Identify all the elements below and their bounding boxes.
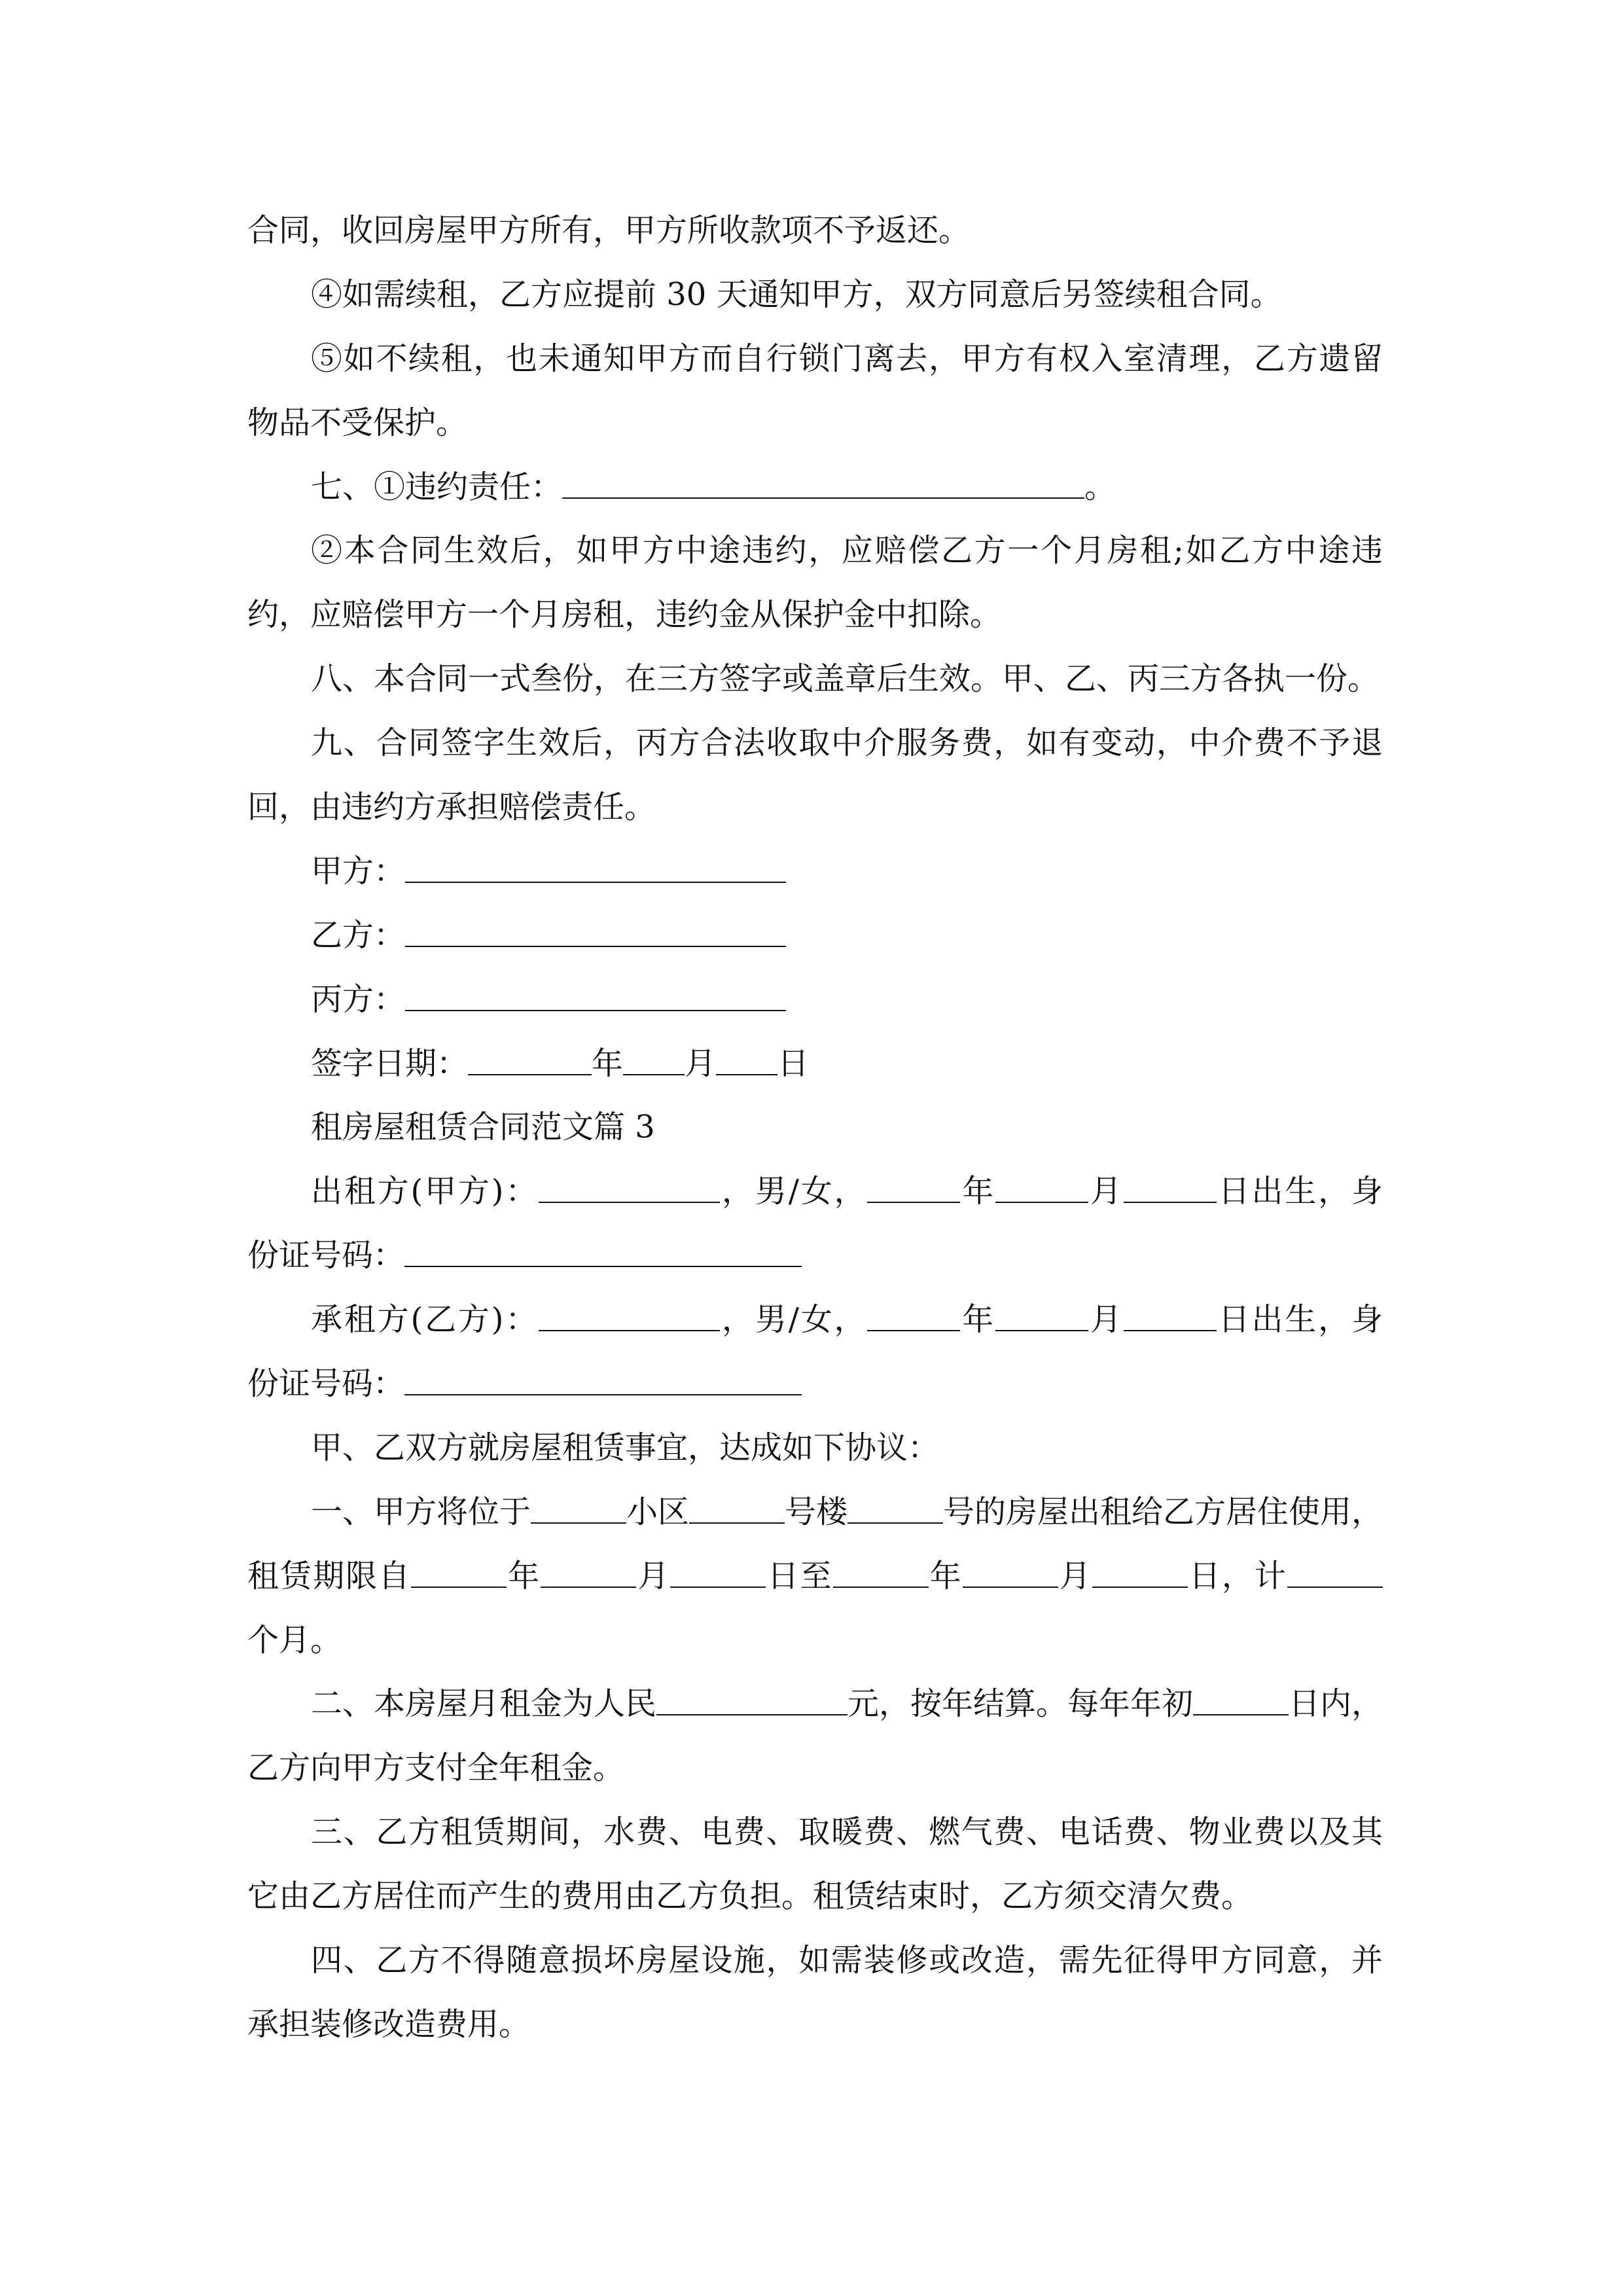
text: 约，应赔偿甲方一个月房租，违约金从保护金中扣除。: [247, 596, 1002, 634]
months-total-field[interactable]: [1287, 1545, 1383, 1588]
signature-party-a: [247, 840, 1383, 904]
text: 它由乙方居住而产生的费用由乙方负担。租赁结束时，乙方须交清欠费。: [247, 1878, 1253, 1915]
lessor-name-field[interactable]: [539, 1160, 720, 1203]
lessor-id: [247, 1224, 1383, 1288]
text: 年: [507, 1557, 541, 1594]
text: 日出生，身: [1216, 1301, 1383, 1338]
year-field[interactable]: [468, 1032, 592, 1075]
text: ，男/女，: [720, 1173, 868, 1210]
lessee-name-field[interactable]: [539, 1288, 720, 1331]
text: 回，由违约方承担赔偿责任。: [247, 789, 656, 826]
text: 月: [636, 1557, 671, 1594]
text: 月: [1088, 1173, 1124, 1210]
text: 七、①违约责任：: [311, 468, 563, 505]
text: 年: [960, 1301, 996, 1338]
birth-month-field[interactable]: [995, 1160, 1088, 1203]
day-field[interactable]: [716, 1032, 777, 1075]
text: 月: [1088, 1301, 1124, 1338]
text: 物品不受保护。: [247, 404, 468, 441]
text: 年: [592, 1045, 624, 1082]
payment-days-field[interactable]: [1193, 1672, 1289, 1715]
paragraph-line: [247, 1736, 1383, 1801]
month-field[interactable]: [623, 1032, 685, 1075]
monthly-rent-field[interactable]: [656, 1672, 847, 1715]
paragraph-line: [247, 1609, 1383, 1673]
text: 出租方(甲方)：: [311, 1173, 539, 1210]
clause-agency-fee: [247, 711, 1383, 776]
paragraph-line: [247, 199, 1383, 263]
paragraph-line: [247, 1993, 1383, 2057]
text: ④如需续租，乙方应提前 30 天通知甲方，双方同意后另签续租合同。: [311, 276, 1282, 313]
birth-day-field[interactable]: [1124, 1288, 1217, 1331]
breach-blank-field[interactable]: [562, 456, 1084, 499]
clause-penalty: [247, 519, 1383, 583]
text: 日出生，身: [1216, 1173, 1383, 1210]
text: ，男/女，: [720, 1301, 868, 1338]
text: 年: [960, 1173, 996, 1210]
text: 号的房屋出租给乙方居住使用，: [943, 1493, 1383, 1530]
clause-1-term: [247, 1545, 1383, 1609]
building-field[interactable]: [689, 1480, 785, 1524]
party-b-signature-field[interactable]: [405, 904, 786, 947]
text: 承担装修改造费用。: [247, 2005, 531, 2043]
text: 小区: [626, 1493, 690, 1530]
clause-renewal: [247, 263, 1383, 327]
party-a-signature-field[interactable]: [405, 840, 786, 883]
start-day-field[interactable]: [670, 1545, 766, 1588]
label: 乙方：: [311, 916, 406, 954]
lessor-id-field[interactable]: [404, 1224, 802, 1267]
agreement-intro: [247, 1416, 1383, 1480]
birth-year-field[interactable]: [867, 1288, 960, 1331]
label: 甲方：: [311, 852, 406, 889]
paragraph-line: [247, 1865, 1383, 1929]
community-field[interactable]: [531, 1480, 626, 1524]
text: 四、乙方不得随意损坏房屋设施，如需装修或改造，需先征得甲方同意，并: [311, 1942, 1383, 1979]
text: ⑤如不续租，也未通知甲方而自行锁门离去，甲方有权入室清理，乙方遗留: [311, 340, 1383, 377]
clause-no-renewal: [247, 327, 1383, 391]
clause-3-fees: [247, 1801, 1383, 1865]
text: 日，计: [1187, 1557, 1287, 1594]
lessee-id-field[interactable]: [404, 1352, 802, 1395]
text: ②本合同生效后，如甲方中途违约，应赔偿乙方一个月房租;如乙方中途违: [311, 532, 1383, 569]
text: 租赁期限自: [247, 1557, 412, 1594]
text: 合同，收回房屋甲方所有，甲方所收款项不予返还。: [247, 212, 971, 249]
end-month-field[interactable]: [963, 1545, 1058, 1588]
label: 份证号码：: [247, 1237, 405, 1274]
text: 八、本合同一式叁份，在三方签字或盖章后生效。甲、乙、丙三方各执一份。: [311, 660, 1380, 698]
end-year-field[interactable]: [833, 1545, 929, 1588]
text: 甲、乙双方就房屋租赁事宜，达成如下协议：: [311, 1429, 940, 1466]
label: 份证号码：: [247, 1365, 405, 1403]
birth-month-field[interactable]: [995, 1288, 1088, 1331]
text: 年: [928, 1557, 963, 1594]
text: 。: [1084, 468, 1116, 505]
text: 日内，: [1289, 1685, 1383, 1723]
unit-field[interactable]: [847, 1480, 943, 1524]
text: 二、本房屋月租金为人民: [311, 1685, 657, 1723]
lessee-id: [247, 1352, 1383, 1416]
clause-4-facilities: [247, 1929, 1383, 1993]
contract-document: [247, 199, 1383, 2057]
paragraph-line: [247, 391, 1383, 456]
text: 九、合同签字生效后，丙方合法收取中介服务费，如有变动，中介费不予退: [311, 725, 1383, 762]
clause-copies: [247, 647, 1383, 711]
text: 日: [777, 1045, 810, 1082]
text: 日至: [766, 1557, 833, 1594]
end-day-field[interactable]: [1092, 1545, 1188, 1588]
signature-party-b: [247, 904, 1383, 968]
text: 月: [685, 1045, 717, 1082]
text: 元，按年结算。每年年初: [847, 1685, 1194, 1723]
birth-year-field[interactable]: [867, 1160, 960, 1203]
clause-1-location: [247, 1480, 1383, 1545]
lessee-info: [247, 1288, 1383, 1352]
birth-day-field[interactable]: [1124, 1160, 1217, 1203]
paragraph-line: [247, 776, 1383, 840]
signing-date: [247, 1032, 1383, 1096]
party-c-signature-field[interactable]: [405, 968, 786, 1011]
section-heading: [247, 1096, 1383, 1160]
text: 月: [1058, 1557, 1092, 1594]
clause-2-rent: [247, 1672, 1383, 1736]
text: 乙方向甲方支付全年租金。: [247, 1749, 625, 1787]
clause-breach: [247, 456, 1383, 520]
start-month-field[interactable]: [541, 1545, 636, 1588]
start-year-field[interactable]: [411, 1545, 507, 1588]
text: 承租方(乙方)：: [311, 1301, 539, 1338]
label: 丙方：: [311, 980, 406, 1018]
label: 签字日期：: [311, 1045, 469, 1082]
heading: 租房屋租赁合同范文篇 3: [311, 1109, 655, 1146]
lessor-info: [247, 1160, 1383, 1224]
text: 三、乙方租赁期间，水费、电费、取暖费、燃气费、电话费、物业费以及其: [311, 1814, 1383, 1851]
text: 一、甲方将位于: [311, 1493, 531, 1530]
text: 号楼: [785, 1493, 848, 1530]
text: 个月。: [247, 1621, 342, 1659]
signature-party-c: [247, 968, 1383, 1032]
paragraph-line: [247, 583, 1383, 647]
